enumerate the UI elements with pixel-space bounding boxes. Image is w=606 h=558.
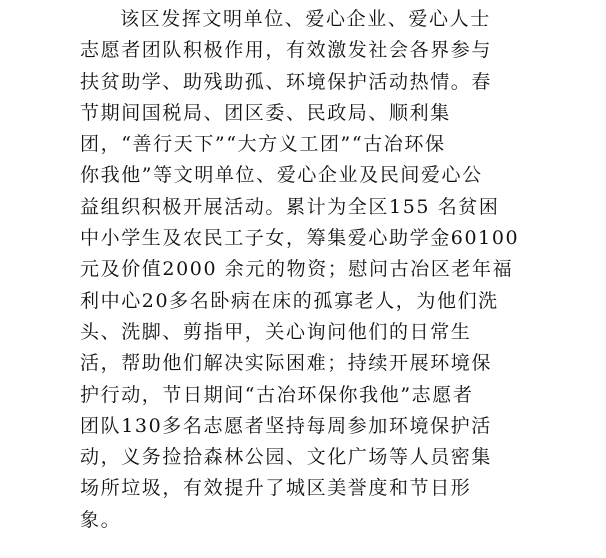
paragraph — [80, 4, 600, 536]
text-line: 象。 — [80, 508, 122, 531]
text-line: 你我他”等文明单位、爱心企业及民间爱心公 — [80, 164, 483, 187]
text-line: 团队130多名志愿者坚持每周参加环境保护活 — [80, 414, 492, 437]
text-line: 扶贫助学、助残助孤、环境保护活动热情。春 — [80, 70, 493, 93]
text-line: 动，义务捡拾森林公园、文化广场等人员密集 — [80, 446, 493, 469]
text-line: 护行动，节日期间“古冶环保你我他”志愿者 — [80, 383, 474, 406]
text-line: 场所垃圾，有效提升了城区美誉度和节日形 — [80, 477, 472, 500]
text-line: 团，“善行天下”“大方义工团”“古冶环保 — [80, 133, 446, 156]
text-line: 节期间国税局、团区委、民政局、顺利集 — [80, 101, 451, 124]
text-line: 该区发挥文明单位、爱心企业、爱心人士 — [120, 8, 491, 30]
text-line: 志愿者团队积极作用，有效激发社会各界参与 — [80, 39, 493, 62]
text-line: 益组织积极开展活动。累计为全区155 名贫困 — [80, 195, 500, 218]
text-line: 利中心20多名卧病在床的孤寡老人，为他们洗 — [80, 289, 499, 312]
text-line: 头、洗脚、剪指甲，关心询问他们的日常生 — [80, 320, 472, 343]
text-line: 元及价值2000 余元的物资；慰问古冶区老年福 — [80, 258, 514, 281]
text-line: 活，帮助他们解决实际困难；持续开展环境保 — [80, 352, 493, 375]
text-line: 中小学生及农民工子女，筹集爱心助学金60100 — [80, 227, 520, 250]
